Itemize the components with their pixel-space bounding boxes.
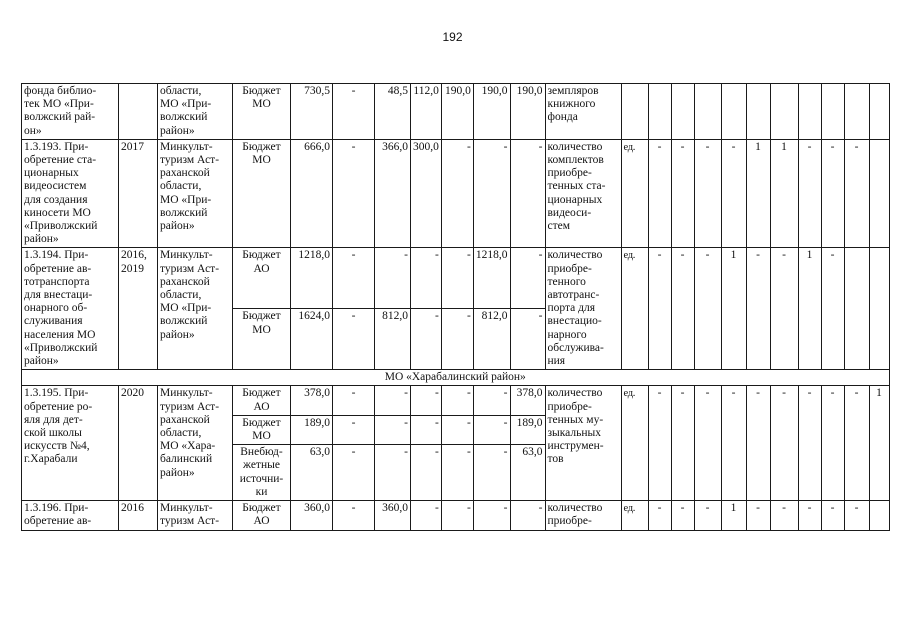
funding-source-cell: Бюджет МО bbox=[233, 415, 291, 444]
funding-y2015-cell: 360,0 bbox=[375, 501, 411, 530]
target-value-cell: - bbox=[746, 501, 770, 530]
target-value-cell bbox=[798, 84, 821, 140]
funding-y2018-cell: - bbox=[473, 139, 510, 248]
target-value-cell: 1 bbox=[746, 139, 770, 248]
table-row bbox=[22, 139, 890, 248]
target-value-cell: - bbox=[798, 139, 821, 248]
funding-y2014-cell: - bbox=[333, 415, 375, 444]
funding-y2015-cell: 366,0 bbox=[375, 139, 411, 248]
funding-y2014-cell: - bbox=[333, 84, 375, 140]
target-value-cell: - bbox=[821, 139, 844, 248]
funding-y2016-cell: - bbox=[411, 445, 442, 501]
target-value-cell: - bbox=[821, 501, 844, 530]
target-value-cell bbox=[746, 84, 770, 140]
target-value-cell: - bbox=[798, 386, 821, 501]
funding-total-cell: 189,0 bbox=[291, 415, 333, 444]
indicator-cell: количество комплектов приобре- тенных ста- ционарных видеоси- стем bbox=[545, 139, 621, 248]
executor-cell: области, МО «При- волжский район» bbox=[158, 84, 233, 140]
indicator-cell: земпляров книжного фонда bbox=[545, 84, 621, 140]
deadline-cell: 2020 bbox=[119, 386, 158, 501]
funding-y2018-cell: - bbox=[473, 386, 510, 415]
unit-cell: ед. bbox=[621, 248, 648, 370]
target-value-cell: 1 bbox=[869, 386, 889, 501]
target-value-cell bbox=[648, 84, 671, 140]
funding-total-cell: 360,0 bbox=[291, 501, 333, 530]
target-value-cell: - bbox=[721, 139, 746, 248]
target-value-cell bbox=[869, 139, 889, 248]
funding-y2015-cell: - bbox=[375, 445, 411, 501]
indicator-cell: количество приобре- bbox=[545, 501, 621, 530]
target-value-cell: 1 bbox=[770, 139, 798, 248]
funding-y2016-cell: - bbox=[411, 248, 442, 309]
funding-y2017-cell: - bbox=[441, 386, 473, 415]
executor-cell: Минкульт- туризм Аст- bbox=[158, 501, 233, 530]
target-value-cell: - bbox=[798, 501, 821, 530]
funding-total-cell: 1624,0 bbox=[291, 309, 333, 370]
table-row bbox=[22, 386, 890, 415]
target-value-cell: - bbox=[844, 386, 869, 501]
measure-name-cell: 1.3.196. При- обретение ав- bbox=[22, 501, 119, 530]
target-value-cell: - bbox=[694, 248, 721, 370]
funding-y2019-cell: 189,0 bbox=[510, 415, 545, 444]
funding-y2018-cell: - bbox=[473, 501, 510, 530]
target-value-cell: - bbox=[671, 386, 694, 501]
deadline-cell: 2016, 2019 bbox=[119, 248, 158, 370]
target-value-cell bbox=[721, 84, 746, 140]
section-header-row bbox=[22, 370, 890, 386]
funding-y2019-cell: 63,0 bbox=[510, 445, 545, 501]
funding-y2014-cell: - bbox=[333, 309, 375, 370]
target-value-cell: - bbox=[821, 248, 844, 370]
funding-y2018-cell: - bbox=[473, 415, 510, 444]
funding-y2018-cell: 812,0 bbox=[473, 309, 510, 370]
table-row bbox=[22, 84, 890, 140]
funding-y2017-cell: - bbox=[441, 445, 473, 501]
funding-total-cell: 378,0 bbox=[291, 386, 333, 415]
funding-source-cell: Бюджет АО bbox=[233, 248, 291, 309]
measure-name-cell: 1.3.193. При- обретение ста- ционарных видеосистем для создания киносети МО «Приволжский район» bbox=[22, 139, 119, 248]
funding-y2019-cell: - bbox=[510, 139, 545, 248]
table-row bbox=[22, 501, 890, 530]
executor-cell: Минкульт- туризм Аст- раханской области, МО «Хара- балинский район» bbox=[158, 386, 233, 501]
section-header: МО «Харабалинский район» bbox=[22, 370, 890, 386]
target-value-cell: 1 bbox=[721, 501, 746, 530]
funding-y2015-cell: - bbox=[375, 386, 411, 415]
funding-y2018-cell: - bbox=[473, 445, 510, 501]
funding-y2016-cell: 112,0 bbox=[411, 84, 442, 140]
funding-y2017-cell: - bbox=[441, 501, 473, 530]
unit-cell: ед. bbox=[621, 501, 648, 530]
target-value-cell: - bbox=[694, 386, 721, 501]
table-row bbox=[22, 248, 890, 309]
target-value-cell: - bbox=[770, 386, 798, 501]
target-value-cell bbox=[844, 248, 869, 370]
target-value-cell: - bbox=[648, 139, 671, 248]
funding-y2017-cell: - bbox=[441, 309, 473, 370]
target-value-cell: - bbox=[694, 139, 721, 248]
target-value-cell: - bbox=[721, 386, 746, 501]
funding-total-cell: 730,5 bbox=[291, 84, 333, 140]
target-value-cell: - bbox=[671, 248, 694, 370]
target-value-cell: - bbox=[844, 139, 869, 248]
target-value-cell: - bbox=[844, 501, 869, 530]
target-value-cell bbox=[844, 84, 869, 140]
funding-y2014-cell: - bbox=[333, 501, 375, 530]
funding-y2015-cell: - bbox=[375, 248, 411, 309]
program-table bbox=[21, 83, 890, 531]
funding-y2018-cell: 190,0 bbox=[473, 84, 510, 140]
target-value-cell: - bbox=[648, 386, 671, 501]
executor-cell: Минкульт- туризм Аст- раханской области, МО «При- волжский район» bbox=[158, 139, 233, 248]
funding-y2016-cell: - bbox=[411, 501, 442, 530]
funding-y2014-cell: - bbox=[333, 248, 375, 309]
target-value-cell: - bbox=[648, 501, 671, 530]
funding-source-cell: Внебюд- жетные источни- ки bbox=[233, 445, 291, 501]
target-value-cell: 1 bbox=[721, 248, 746, 370]
funding-total-cell: 666,0 bbox=[291, 139, 333, 248]
page-number: 192 bbox=[442, 30, 463, 44]
executor-cell: Минкульт- туризм Аст- раханской области, МО «При- волжский район» bbox=[158, 248, 233, 370]
deadline-cell: 2016 bbox=[119, 501, 158, 530]
funding-y2017-cell: - bbox=[441, 415, 473, 444]
target-value-cell: - bbox=[770, 248, 798, 370]
unit-cell: ед. bbox=[621, 386, 648, 501]
target-value-cell: - bbox=[671, 501, 694, 530]
funding-y2019-cell: - bbox=[510, 501, 545, 530]
target-value-cell: - bbox=[648, 248, 671, 370]
funding-y2015-cell: - bbox=[375, 415, 411, 444]
target-value-cell bbox=[821, 84, 844, 140]
funding-source-cell: Бюджет МО bbox=[233, 309, 291, 370]
unit-cell: ед. bbox=[621, 139, 648, 248]
funding-y2014-cell: - bbox=[333, 386, 375, 415]
funding-y2016-cell: - bbox=[411, 415, 442, 444]
funding-y2018-cell: 1218,0 bbox=[473, 248, 510, 309]
target-value-cell bbox=[869, 84, 889, 140]
target-value-cell: - bbox=[746, 386, 770, 501]
funding-source-cell: Бюджет МО bbox=[233, 139, 291, 248]
funding-y2019-cell: 190,0 bbox=[510, 84, 545, 140]
measure-name-cell: 1.3.194. При- обретение ав- тотранспорта для внестаци- онарного об- служивания населения МО «Приволжский район» bbox=[22, 248, 119, 370]
measure-name-cell: 1.3.195. При- обретение ро- яля для дет- ской школы искусств №4, г.Харабали bbox=[22, 386, 119, 501]
target-value-cell bbox=[869, 501, 889, 530]
unit-cell bbox=[621, 84, 648, 140]
funding-y2017-cell: 190,0 bbox=[441, 84, 473, 140]
funding-y2016-cell: - bbox=[411, 386, 442, 415]
funding-y2019-cell: 378,0 bbox=[510, 386, 545, 415]
funding-source-cell: Бюджет МО bbox=[233, 84, 291, 140]
target-value-cell: - bbox=[821, 386, 844, 501]
target-value-cell bbox=[869, 248, 889, 370]
target-value-cell: - bbox=[671, 139, 694, 248]
funding-total-cell: 1218,0 bbox=[291, 248, 333, 309]
funding-y2015-cell: 48,5 bbox=[375, 84, 411, 140]
funding-total-cell: 63,0 bbox=[291, 445, 333, 501]
target-value-cell bbox=[694, 84, 721, 140]
target-value-cell: - bbox=[770, 501, 798, 530]
indicator-cell: количество приобре- тенных му- зыкальных инструмен- тов bbox=[545, 386, 621, 501]
funding-y2019-cell: - bbox=[510, 248, 545, 309]
funding-y2017-cell: - bbox=[441, 248, 473, 309]
funding-y2016-cell: 300,0 bbox=[411, 139, 442, 248]
funding-y2019-cell: - bbox=[510, 309, 545, 370]
funding-y2016-cell: - bbox=[411, 309, 442, 370]
deadline-cell: 2017 bbox=[119, 139, 158, 248]
funding-source-cell: Бюджет АО bbox=[233, 501, 291, 530]
funding-y2017-cell: - bbox=[441, 139, 473, 248]
target-value-cell bbox=[770, 84, 798, 140]
target-value-cell: - bbox=[746, 248, 770, 370]
target-value-cell bbox=[671, 84, 694, 140]
indicator-cell: количество приобре- тенного автотранс- порта для внестацио- нарного обслужива- ния bbox=[545, 248, 621, 370]
funding-y2014-cell: - bbox=[333, 139, 375, 248]
funding-source-cell: Бюджет АО bbox=[233, 386, 291, 415]
deadline-cell bbox=[119, 84, 158, 140]
target-value-cell: 1 bbox=[798, 248, 821, 370]
measure-name-cell: фонда библио- тек МО «При- волжский рай- он» bbox=[22, 84, 119, 140]
target-value-cell: - bbox=[694, 501, 721, 530]
funding-y2014-cell: - bbox=[333, 445, 375, 501]
funding-y2015-cell: 812,0 bbox=[375, 309, 411, 370]
